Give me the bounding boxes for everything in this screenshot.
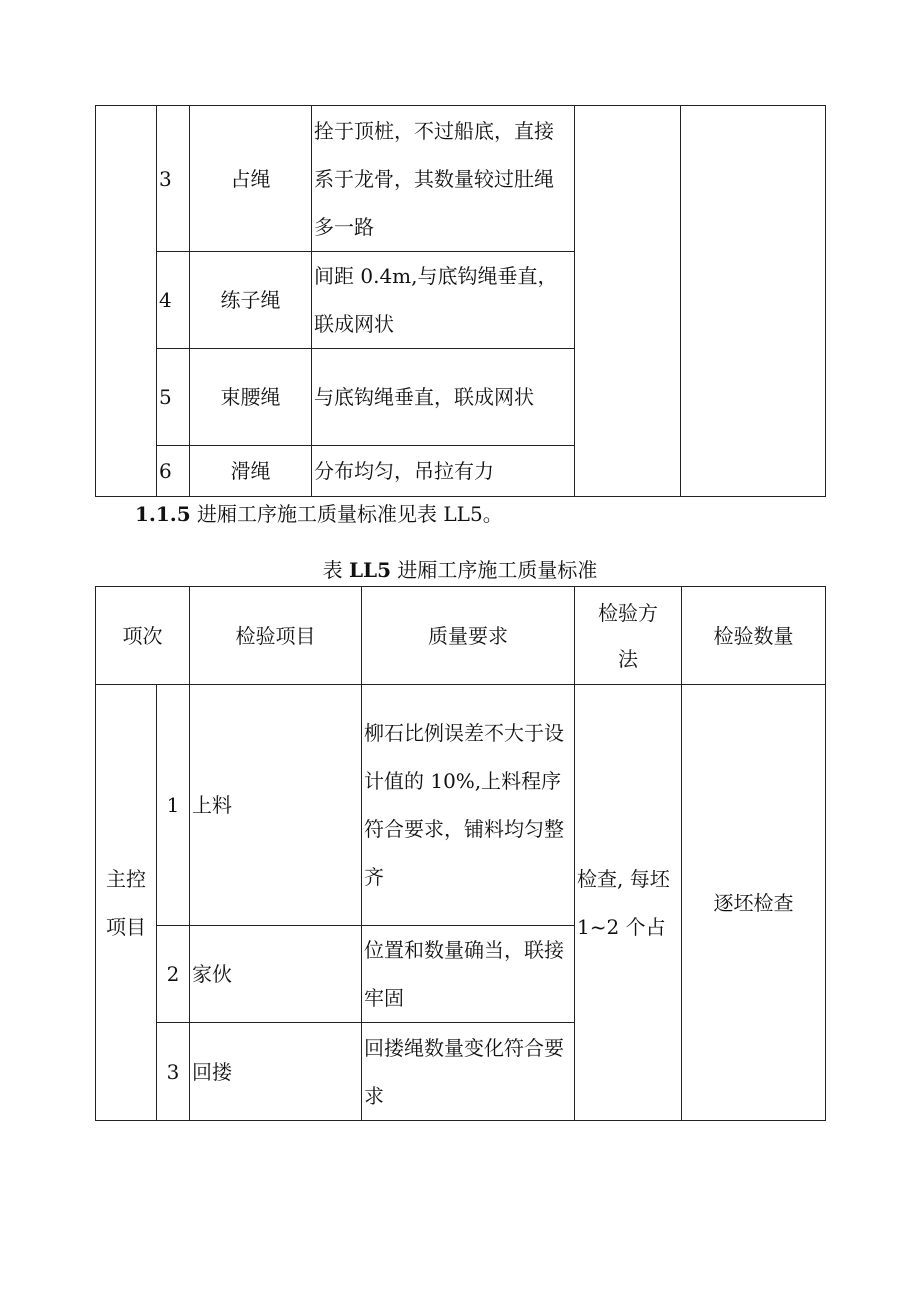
row-item: 家伙 (190, 926, 362, 1023)
row-requirement: 间距 0.4m,与底钩绳垂直，联成网状 (312, 252, 575, 349)
header-quantity: 检验数量 (682, 587, 826, 685)
row-number: 3 (157, 1023, 190, 1121)
caption-code: LL5 (348, 558, 392, 582)
row-item: 占绳 (190, 106, 312, 252)
row-requirement: 分布均匀，吊拉有力 (312, 446, 575, 497)
method-cell (575, 106, 681, 497)
method-cell: 检查, 每坯 1~2 个占 (575, 685, 682, 1121)
quantity-cell: 逐坯检查 (682, 685, 826, 1121)
row-requirement: 拴于顶桩，不过船底，直接系于龙骨，其数量较过肚绳多一路 (312, 106, 575, 252)
table-row (96, 685, 826, 926)
table-header-row (96, 587, 826, 685)
row-requirement: 与底钩绳垂直，联成网状 (312, 349, 575, 446)
section-paragraph (135, 496, 503, 532)
header-item: 检验项目 (190, 587, 362, 685)
row-number: 2 (157, 926, 190, 1023)
row-item: 滑绳 (190, 446, 312, 497)
row-requirement: 柳石比例误差不大于设计值的 10%,上料程序符合要求，铺料均匀整齐 (362, 685, 575, 926)
header-seq: 项次 (96, 587, 190, 685)
row-number: 6 (157, 446, 190, 497)
group-cell: 主控项目 (96, 685, 157, 1121)
caption-prefix: 表 (322, 558, 349, 582)
row-number: 3 (157, 106, 190, 252)
row-item: 回搂 (190, 1023, 362, 1121)
row-item: 束腰绳 (190, 349, 312, 446)
row-item: 上料 (190, 685, 362, 926)
group-cell (96, 106, 157, 497)
table-ll5 (95, 586, 826, 1121)
row-number: 1 (157, 685, 190, 926)
table-caption (0, 554, 920, 586)
caption-text: 进厢工序施工质量标准 (391, 558, 598, 582)
header-requirement: 质量要求 (362, 587, 575, 685)
table-row (96, 106, 826, 252)
table-top (95, 105, 826, 497)
quantity-cell (681, 106, 826, 497)
row-number: 5 (157, 349, 190, 446)
row-item: 练子绳 (190, 252, 312, 349)
section-number: 1.1.5 (135, 502, 191, 526)
row-number: 4 (157, 252, 190, 349)
row-requirement: 位置和数量确当，联接牢固 (362, 926, 575, 1023)
header-method: 检验方法 (575, 587, 682, 685)
section-text: 进厢工序施工质量标准见表 LL5。 (190, 502, 503, 526)
row-requirement: 回搂绳数量变化符合要求 (362, 1023, 575, 1121)
